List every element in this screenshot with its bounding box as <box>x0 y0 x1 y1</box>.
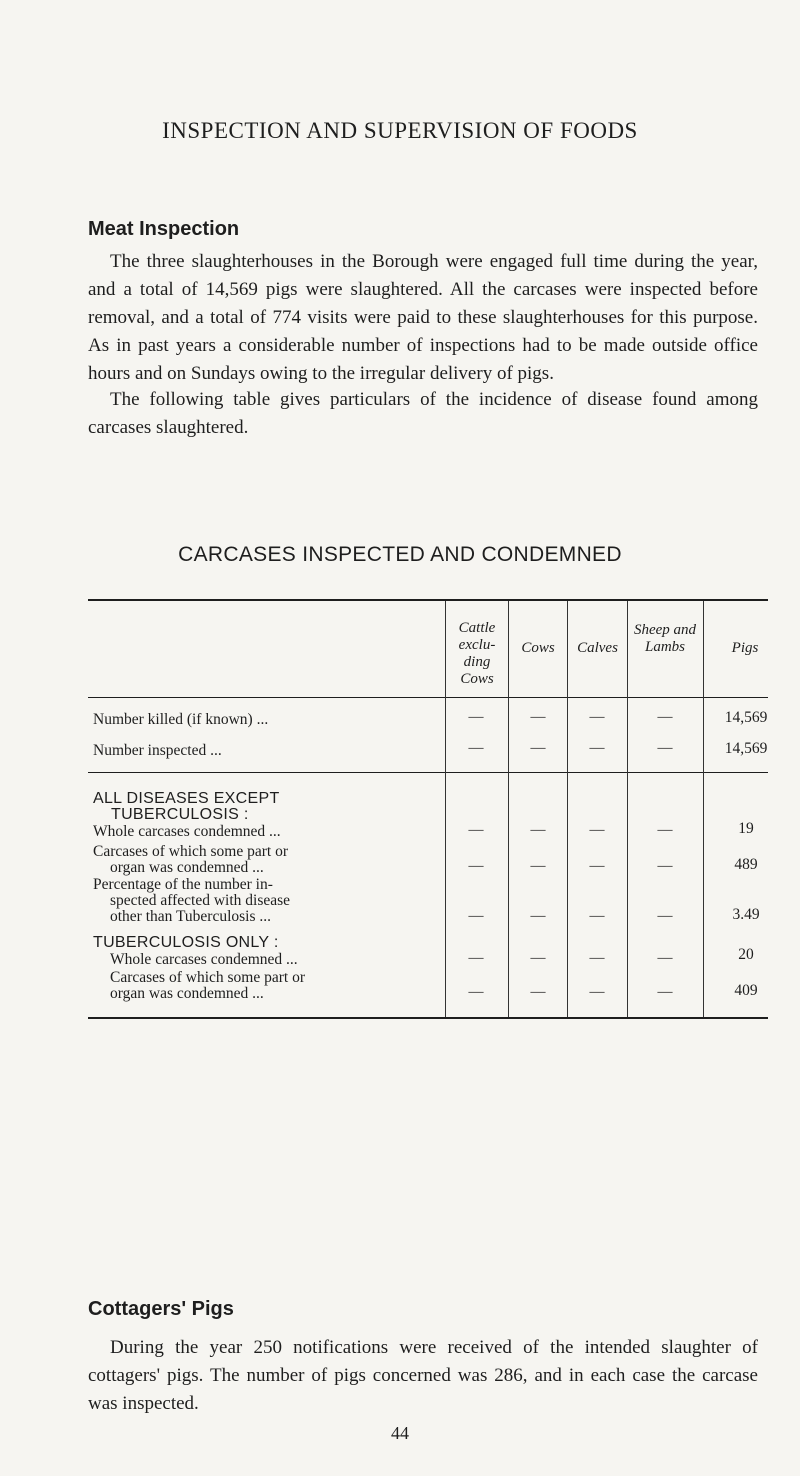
dash: — <box>530 822 546 838</box>
value-killed-pigs: 14,569 <box>724 709 768 726</box>
dash: — <box>589 908 605 924</box>
dash: — <box>530 984 546 1000</box>
dash: — <box>589 858 605 874</box>
section-rule <box>88 772 768 773</box>
dash: — <box>530 908 546 924</box>
dash: — <box>530 950 546 966</box>
dash: — <box>468 740 484 756</box>
header-bottom-rule <box>88 697 768 698</box>
group-label-all-diseases: ALL DISEASES EXCEPT <box>93 790 280 807</box>
row-label-inspected: Number inspected ... <box>93 742 222 759</box>
col-divider <box>703 601 704 1017</box>
row-label-percentage-2: spected affected with disease <box>110 892 291 909</box>
dash: — <box>468 709 484 725</box>
value-g1-whole-pigs: 19 <box>738 820 754 837</box>
dash: — <box>589 709 605 725</box>
dash: — <box>468 908 484 924</box>
meat-inspection-heading: Meat Inspection <box>88 218 240 240</box>
dash: — <box>657 950 673 966</box>
row-label-percentage: Percentage of the number in- <box>93 876 273 893</box>
col-header-cattle: Cattle exclu- ding Cows <box>458 620 496 687</box>
col-divider <box>508 601 509 1017</box>
value-g1-pct-pigs: 3.49 <box>732 906 760 923</box>
row-label-part-condemned: Carcases of which some part or <box>93 843 288 860</box>
dash: — <box>530 858 546 874</box>
row-label-part-condemned-2: organ was condemned ... <box>110 985 264 1002</box>
dash: — <box>657 984 673 1000</box>
group-label-tuberculosis-only: TUBERCULOSIS ONLY : <box>93 934 279 951</box>
dash: — <box>589 950 605 966</box>
col-header-pigs: Pigs <box>731 640 759 656</box>
col-header-calves: Calves <box>577 640 618 656</box>
value-g2-whole-pigs: 20 <box>738 946 754 963</box>
dash: — <box>657 908 673 924</box>
table-intro-paragraph: The following table gives particulars of the incidence of disease found among carcases slaughtered. <box>88 389 758 438</box>
cottagers-heading: Cottagers' Pigs <box>88 1298 234 1320</box>
table-top-rule <box>88 599 768 601</box>
dash: — <box>589 822 605 838</box>
cottagers-paragraph: During the year 250 notifications were received of the intended slaughter of cottagers' pigs. The number of pigs concerned was 286, and in each case the carcase was inspected. <box>88 1337 758 1414</box>
dash: — <box>589 740 605 756</box>
table-title: CARCASES INSPECTED AND CONDEMNED <box>178 543 622 566</box>
dash: — <box>657 740 673 756</box>
dash: — <box>657 858 673 874</box>
row-label-killed: Number killed (if known) ... <box>93 711 269 728</box>
row-label-whole-condemned: Whole carcases condemned ... <box>93 823 281 840</box>
group-label-all-diseases-2: TUBERCULOSIS : <box>111 806 249 823</box>
col-divider <box>627 601 628 1017</box>
col-divider <box>567 601 568 1017</box>
dash: — <box>468 822 484 838</box>
page-number: 44 <box>391 1423 409 1443</box>
value-g1-part-pigs: 489 <box>734 856 758 873</box>
dash: — <box>468 858 484 874</box>
dash: — <box>589 984 605 1000</box>
value-g2-part-pigs: 409 <box>734 982 758 999</box>
dash: — <box>657 822 673 838</box>
dash: — <box>468 984 484 1000</box>
row-label-part-condemned-2: organ was condemned ... <box>110 859 264 876</box>
row-label-whole-condemned: Whole carcases condemned ... <box>110 951 298 968</box>
dash: — <box>530 740 546 756</box>
col-header-sheep: Sheep and Lambs <box>633 622 697 655</box>
dash: — <box>657 709 673 725</box>
col-header-cows: Cows <box>521 640 555 656</box>
page-title: INSPECTION AND SUPERVISION OF FOODS <box>162 118 638 143</box>
col-divider <box>445 601 446 1017</box>
dash: — <box>468 950 484 966</box>
meat-inspection-paragraph: The three slaughterhouses in the Borough were engaged full time during the year, and a total of 14,569 pigs were slaughtered. All the carcases were inspected before removal, and a total of 774 visits were paid to these slaughterhouses for this purpose. As in past years a considerable number of inspections had to be made outside office hours and on Sundays owing to the irregular delivery of pigs. <box>88 251 758 384</box>
value-inspected-pigs: 14,569 <box>724 740 768 757</box>
row-label-percentage-3: other than Tuberculosis ... <box>110 908 272 925</box>
row-label-part-condemned: Carcases of which some part or <box>110 969 305 986</box>
dash: — <box>530 709 546 725</box>
table-bottom-rule <box>88 1017 768 1019</box>
